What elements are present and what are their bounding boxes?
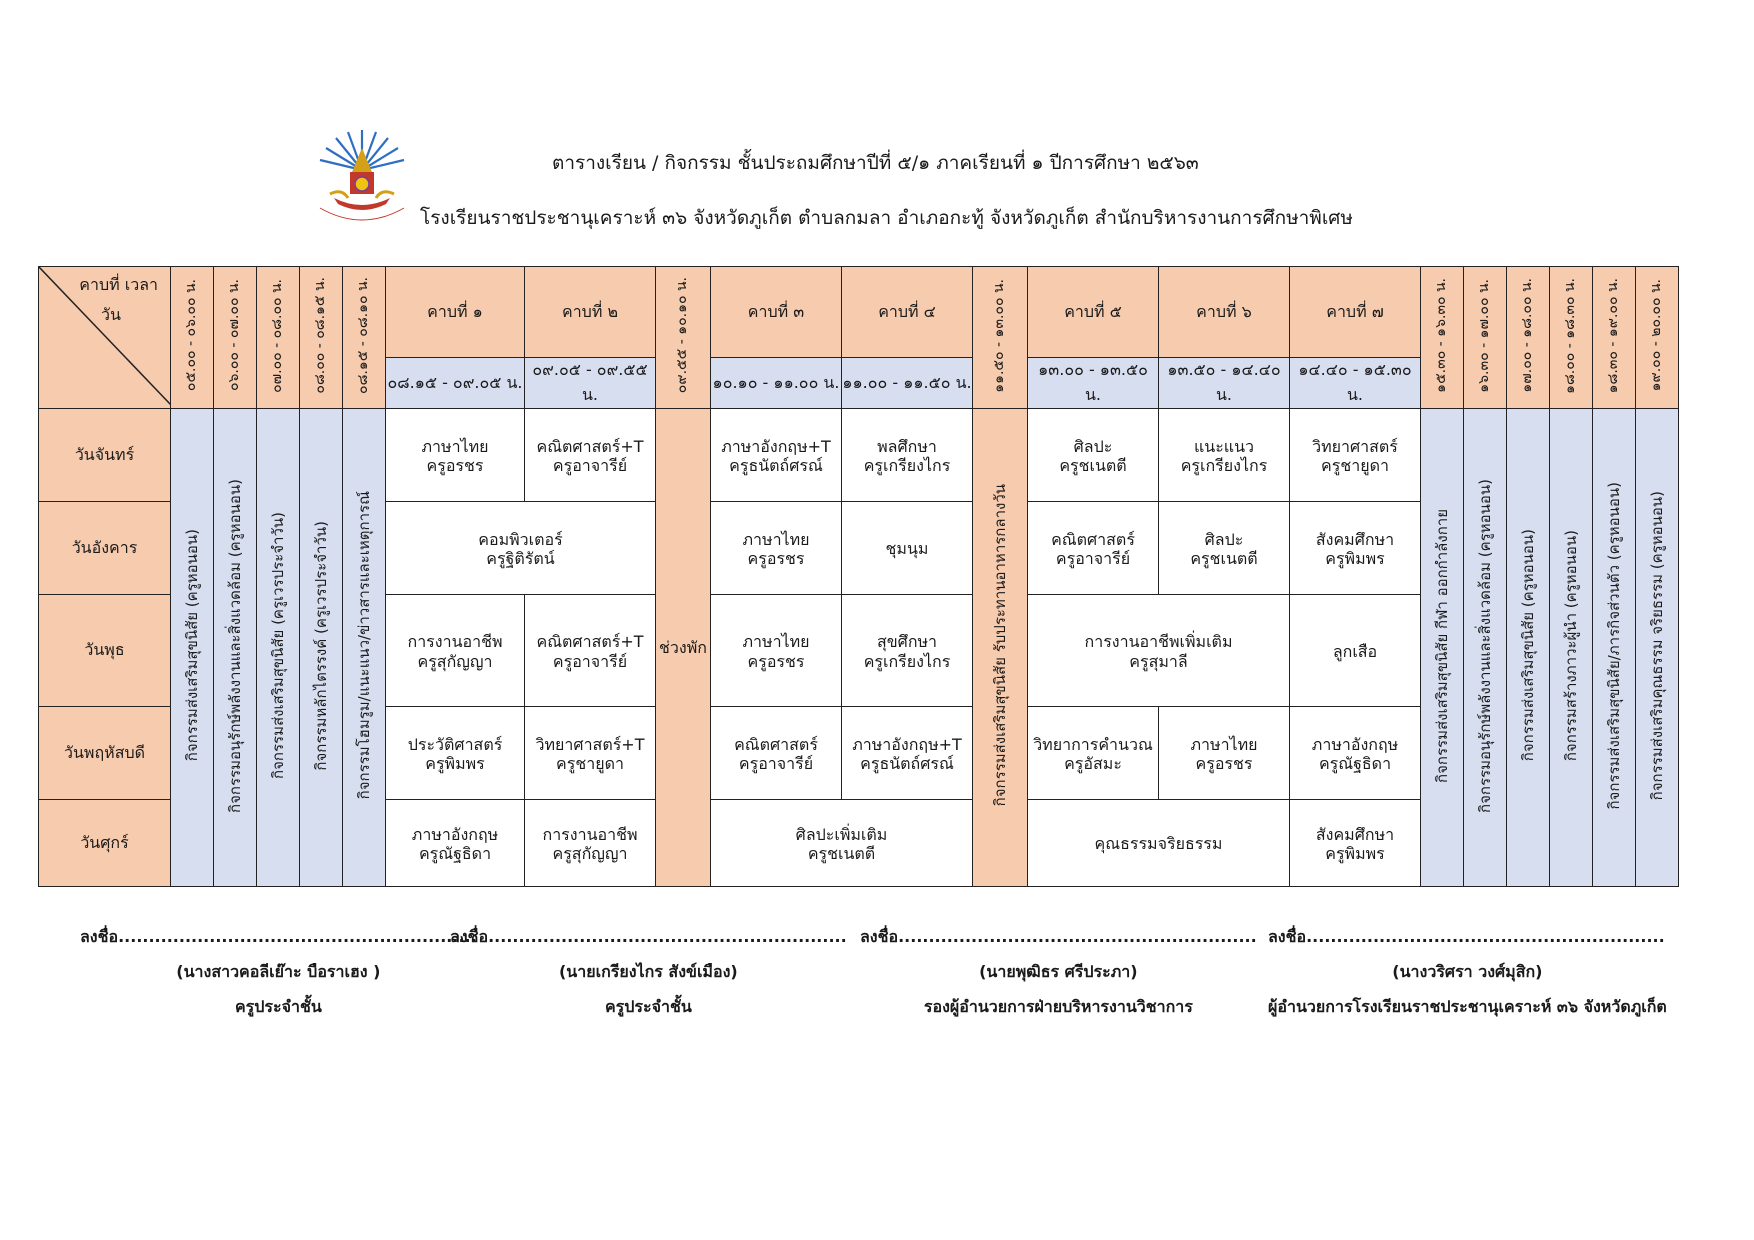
subject: สุขศึกษา (876, 632, 938, 652)
cell-thu-p5 (1028, 707, 1159, 800)
subject: ภาษาไทย (1190, 734, 1258, 754)
activity-lunch: กิจกรรมส่งเสริมสุขนิสัย รับประทานอาหารกลางวัน (990, 484, 1009, 807)
subject: คอมพิวเตอร์ (478, 529, 563, 549)
teacher: ครูชายูดา (1321, 456, 1389, 475)
teacher: ครูชายูดา (556, 754, 624, 773)
subject: ภาษาไทย (742, 529, 810, 549)
cell-fri-p5-6 (1028, 800, 1290, 887)
corner-header-cell (39, 267, 171, 409)
subject: แนะแนว (1193, 436, 1255, 456)
school-info: โรงเรียนราชประชานุเคราะห์ ๓๖ จังหวัดภูเก็ต ตำบลกมลา อำเภอกะทู้ จังหวัดภูเก็ต สำนักบริหารงานการศึกษาพิเศษ (420, 207, 1353, 229)
time-header-lunch: ๑๑.๕๐ - ๑๓.๐๐ น. (991, 278, 1008, 393)
corner-period-time-label: คาบที่ เวลา (79, 275, 158, 294)
activity-a3: กิจกรรมส่งเสริมสุขนิสัย (ครูเวรประจำวัน) (268, 512, 287, 779)
activity-a4: กิจกรรมหลักไตรรงค์ (ครูเวรประจำวัน) (311, 520, 330, 771)
teacher: ครูพิมพร (425, 754, 485, 773)
time-header-e6: ๑๙.๐๐ - ๒๐.๐๐ น. (1648, 279, 1665, 392)
teacher: ครูอรชร (426, 456, 484, 475)
activity-e1: กิจกรรมส่งเสริมสุขนิสัย กีฬา ออกกำลังกาย (1432, 508, 1451, 783)
break-label: ช่วงพัก (659, 637, 707, 657)
signature-block-4 (1268, 925, 1667, 1030)
day-label-thu: วันพฤหัสบดี (39, 707, 171, 800)
teacher: ครูณัฐธิดา (1318, 754, 1392, 773)
signature-line: ลงชื่อ........................................................... (80, 927, 477, 946)
signer-name: (นายพุฒิธร ศรีประภา) (979, 962, 1138, 981)
activity-e5: กิจกรรมส่งเสริมสุขนิสัย/ภารกิจส่วนตัว (ครูหอนอน) (1604, 481, 1623, 810)
subject: สังคมศึกษา (1315, 824, 1395, 844)
signer-name: (นางสาวคอลีเย๊าะ บือราเฮง ) (176, 962, 381, 981)
teacher: ครูเกรียงไกร (863, 456, 951, 475)
period-time-5: ๑๓.๐๐ - ๑๓.๕๐ น. (1028, 358, 1159, 409)
teacher: ครูอาจารีย์ (552, 651, 628, 671)
teacher: ครูอรชร (1195, 754, 1253, 773)
cell-mon-p6 (1159, 409, 1290, 502)
cell-thu-p1 (386, 707, 525, 800)
subject: ภาษาอังกฤษ+T (721, 436, 831, 456)
cell-thu-p2 (525, 707, 656, 800)
subject: ภาษาอังกฤษ (1311, 734, 1399, 754)
schedule-title: ตารางเรียน / กิจกรรม ชั้นประถมศึกษาปีที่ ๕/๑ ภาคเรียนที่ ๑ ปีการศึกษา ๒๕๖๓ (552, 152, 1199, 174)
signer-role: ครูประจำชั้น (234, 997, 322, 1016)
cell-fri-p2 (525, 800, 656, 887)
signature-block-1 (80, 925, 477, 1030)
school-logo (312, 128, 412, 228)
signer-role: ครูประจำชั้น (604, 997, 692, 1016)
subject: การงานอาชีพ (407, 632, 503, 652)
cell-tue-p1-2 (386, 502, 656, 595)
teacher: ครูอาจารีย์ (738, 754, 814, 773)
period-time-3: ๑๐.๑๐ - ๑๑.๐๐ น. (711, 358, 842, 409)
subject: ภาษาอังกฤษ+T (852, 734, 962, 754)
period-header-1: คาบที่ ๑ (386, 267, 525, 358)
cell-wed-p3 (711, 595, 842, 707)
period-time-4: ๑๑.๐๐ - ๑๑.๕๐ น. (842, 358, 973, 409)
time-header-t4: ๐๘.๐๐ - ๐๘.๑๕ น. (312, 277, 329, 394)
timetable (38, 266, 1679, 887)
cell-fri-p7 (1290, 800, 1421, 887)
subject: คณิตศาสตร์ (734, 734, 818, 754)
cell-wed-p7 (1290, 595, 1421, 707)
cell-mon-p7 (1290, 409, 1421, 502)
period-header-3: คาบที่ ๓ (711, 267, 842, 358)
teacher: ครูณัฐธิดา (418, 844, 492, 863)
cell-thu-p4 (842, 707, 973, 800)
cell-mon-p2 (525, 409, 656, 502)
subject: คณิตศาสตร์+T (536, 436, 644, 456)
teacher: ครูอรชร (747, 549, 805, 568)
period-header-2: คาบที่ ๒ (525, 267, 656, 358)
time-header-t5: ๐๘.๑๕ - ๐๘.๑๐ น. (355, 277, 372, 394)
teacher: ครูพิมพร (1325, 549, 1385, 568)
teacher: ครูชเนตตี (1059, 456, 1127, 475)
subject: ชุมนุม (885, 539, 929, 559)
time-header-t3: ๐๗.๐๐ - ๐๘.๐๐ น. (269, 278, 286, 393)
period-time-1: ๐๘.๑๕ - ๐๙.๐๕ น. (386, 358, 525, 409)
cell-tue-p4 (842, 502, 973, 595)
period-header-4: คาบที่ ๔ (842, 267, 973, 358)
period-header-5: คาบที่ ๕ (1028, 267, 1159, 358)
teacher: ครูอัสมะ (1064, 754, 1122, 773)
teacher: ครูชเนตตี (807, 844, 876, 863)
teacher: ครูเกรียงไกร (863, 651, 951, 671)
signature-block-2 (450, 925, 847, 1030)
cell-thu-p6 (1159, 707, 1290, 800)
activity-e4: กิจกรรมสร้างภาวะผู้นำ (ครูหอนอน) (1561, 529, 1580, 762)
teacher: ครูธนัตถ์ศรณ์ (729, 456, 823, 475)
period-time-2: ๐๙.๐๕ - ๐๙.๕๕ น. (525, 358, 656, 409)
time-header-e4: ๑๘.๐๐ - ๑๘.๓๐ น. (1562, 277, 1579, 394)
subject: สังคมศึกษา (1315, 529, 1395, 549)
period-header-6: คาบที่ ๖ (1159, 267, 1290, 358)
subject: ศิลปะ (1204, 529, 1244, 549)
subject: การงานอาชีพเพิ่มเติม (1084, 632, 1233, 652)
activity-a2: กิจกรรมอนุรักษ์พลังงานและสิ่งแวดล้อม (ครูหอนอน) (225, 478, 244, 813)
cell-fri-p3-4 (711, 800, 973, 887)
teacher: ครูธนัตถ์ศรณ์ (860, 754, 954, 773)
corner-day-label: วัน (101, 305, 121, 324)
time-header-break: ๐๙.๕๕ - ๑๐.๑๐ น. (674, 277, 691, 394)
cell-wed-p4 (842, 595, 973, 707)
signature-line: ลงชื่อ........................................................... (1268, 927, 1665, 946)
teacher: ครูอรชร (747, 651, 805, 671)
teacher: ครูฐิติรัตน์ (486, 549, 555, 568)
day-label-fri: วันศุกร์ (39, 800, 171, 887)
teacher: ครูชเนตตี (1190, 549, 1258, 568)
time-header-t1: ๐๕.๐๐ - ๐๖.๐๐ น. (183, 279, 200, 392)
teacher: ครูสุกัญญา (417, 651, 493, 671)
teacher: ครูสุมาลี (1129, 651, 1188, 671)
day-label-wed: วันพุธ (39, 595, 171, 707)
subject: วิทยาศาสตร์ (1312, 436, 1398, 456)
subject: ภาษาอังกฤษ (411, 824, 499, 844)
subject: วิทยาศาสตร์+T (535, 734, 645, 754)
cell-tue-p5 (1028, 502, 1159, 595)
activity-e3: กิจกรรมส่งเสริมสุขนิสัย (ครูหอนอน) (1518, 529, 1537, 762)
teacher: ครูสุกัญญา (552, 844, 628, 863)
cell-mon-p3 (711, 409, 842, 502)
subject: พลศึกษา (877, 436, 937, 456)
teacher: ครูเกรียงไกร (1180, 456, 1268, 475)
activity-a5: กิจกรรมโฮมรูม/แนะแนว/ข่าวสารและเหตุการณ์ (354, 491, 373, 800)
break-cell (656, 409, 711, 887)
signer-role: รองผู้อำนวยการฝ่ายบริหารงานวิชาการ (923, 997, 1193, 1016)
cell-mon-p5 (1028, 409, 1159, 502)
activity-e6: กิจกรรมส่งเสริมคุณธรรม จริยธรรม (ครูหอนอน) (1647, 490, 1666, 801)
activity-e2: กิจกรรมอนุรักษ์พลังงานและสิ่งแวดล้อม (ครูหอนอน) (1475, 478, 1494, 813)
time-header-e1: ๑๕.๓๐ - ๑๖.๓๐ น. (1433, 278, 1450, 393)
signature-line: ลงชื่อ........................................................... (450, 927, 847, 946)
cell-tue-p7 (1290, 502, 1421, 595)
signature-block-3 (860, 925, 1257, 1030)
signer-name: (นายเกรียงไกร สังข์เมือง) (558, 962, 738, 981)
subject: ลูกเสือ (1332, 641, 1378, 661)
period-time-7: ๑๔.๔๐ - ๑๕.๓๐ น. (1290, 358, 1421, 409)
cell-mon-p1 (386, 409, 525, 502)
time-header-t2: ๐๖.๐๐ - ๐๗.๐๐ น. (226, 279, 243, 392)
subject: คณิตศาสตร์+T (536, 632, 644, 652)
teacher: ครูอาจารีย์ (1055, 549, 1131, 568)
time-header-e5: ๑๘.๓๐ - ๑๙.๐๐ น. (1605, 277, 1622, 394)
cell-tue-p3 (711, 502, 842, 595)
cell-tue-p6 (1159, 502, 1290, 595)
subject: ประวัติศาสตร์ (407, 734, 503, 754)
subject: คุณธรรมจริยธรรม (1094, 834, 1223, 854)
subject: ศิลปะ (1073, 436, 1113, 456)
day-label-tue: วันอังคาร (39, 502, 171, 595)
subject: ภาษาไทย (742, 632, 810, 652)
signature-line: ลงชื่อ........................................................... (860, 927, 1257, 946)
cell-wed-p1 (386, 595, 525, 707)
teacher: ครูพิมพร (1325, 844, 1385, 863)
cell-thu-p7 (1290, 707, 1421, 800)
cell-wed-p5-6 (1028, 595, 1290, 707)
subject: คณิตศาสตร์ (1051, 529, 1135, 549)
cell-wed-p2 (525, 595, 656, 707)
subject: การงานอาชีพ (542, 824, 638, 844)
signer-role: ผู้อำนวยการโรงเรียนราชประชานุเคราะห์ ๓๖ จังหวัดภูเก็ต (1268, 997, 1667, 1016)
period-time-6: ๑๓.๕๐ - ๑๔.๔๐ น. (1159, 358, 1290, 409)
activity-a1: กิจกรรมส่งเสริมสุขนิสัย (ครูหอนอน) (182, 529, 201, 762)
teacher: ครูอาจารีย์ (552, 456, 628, 475)
subject: ภาษาไทย (421, 436, 489, 456)
time-header-e2: ๑๖.๓๐ - ๑๗.๐๐ น. (1476, 278, 1493, 393)
subject: ศิลปะเพิ่มเติม (795, 824, 888, 844)
subject: วิทยาการคำนวณ (1033, 734, 1153, 754)
signer-name: (นางวริศรา วงศ์มุสิก) (1392, 962, 1543, 981)
day-label-mon: วันจันทร์ (39, 409, 171, 502)
cell-mon-p4 (842, 409, 973, 502)
time-header-e3: ๑๗.๐๐ - ๑๘.๐๐ น. (1519, 278, 1536, 393)
period-header-7: คาบที่ ๗ (1290, 267, 1421, 358)
cell-thu-p3 (711, 707, 842, 800)
cell-fri-p1 (386, 800, 525, 887)
